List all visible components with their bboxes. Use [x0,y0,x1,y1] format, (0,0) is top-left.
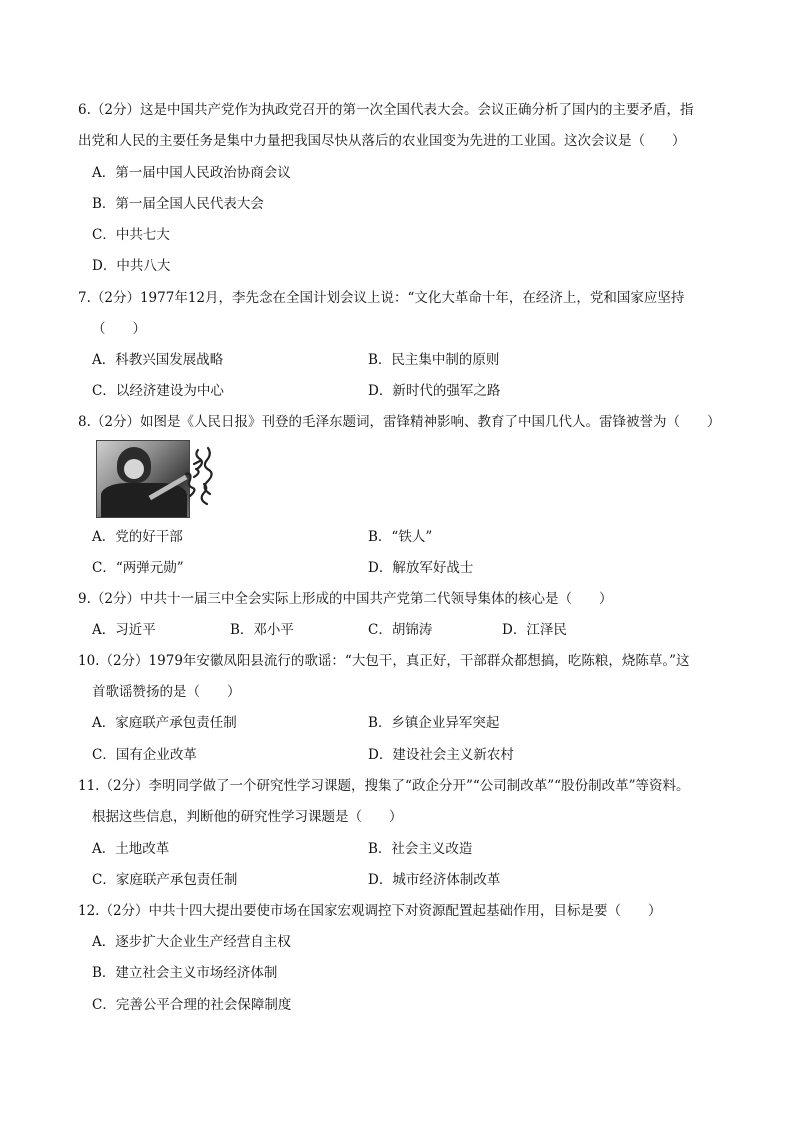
option-a[interactable]: A．党的好干部 [92,529,183,545]
option-a[interactable]: A．第一届中国人民政治协商会议 [92,165,291,181]
option-d[interactable]: D．建设社会主义新农村 [368,747,514,763]
option-b[interactable]: B．社会主义改造 [368,841,473,857]
question-8-stem-line-1: 8.（2分）如图是《人民日报》刊登的毛泽东题词，雷锋精神影响、教育了中国几代人。雷锋被誉为（ ） [78,414,721,430]
option-a[interactable]: A．土地改革 [92,841,170,857]
lei-feng-photo [96,440,190,518]
question-10-stem-line-2: 首歌谣赞扬的是（ ） [92,684,241,700]
option-b[interactable]: B．乡镇企业异军突起 [368,715,500,731]
option-d[interactable]: D．新时代的强军之路 [368,383,501,399]
question-12-stem-line-1: 12.（2分）中共十四大提出要使市场在国家宏观调控下对资源配置起基础作用，目标是要（ ） [78,903,662,919]
option-d[interactable]: D．中共八大 [92,258,171,274]
option-c[interactable]: C．完善公平合理的社会保障制度 [92,997,292,1013]
question-11-stem-line-2: 根据这些信息，判断他的研究性学习课题是（ ） [92,809,403,825]
question-7-stem-line-2: （ ） [92,321,146,337]
option-b[interactable]: B．第一届全国人民代表大会 [92,196,264,212]
option-c[interactable]: C．胡锦涛 [368,622,433,638]
option-d[interactable]: D．江泽民 [502,622,567,638]
option-c[interactable]: C．“两弹元勋” [92,560,184,576]
question-9-stem-line-1: 9.（2分）中共十一届三中全会实际上形成的中国共产党第二代领导集体的核心是（ ） [78,591,613,607]
option-c[interactable]: C．家庭联产承包责任制 [92,872,238,888]
mao-calligraphy-inscription [178,444,220,508]
question-10-stem-line-1: 10.（2分）1979年安徽凤阳县流行的歌谣：“大包干，真正好，干部群众都想搞，吃陈粮，烧陈草。”这 [78,653,690,669]
option-b[interactable]: B．邓小平 [230,622,294,638]
question-11-stem-line-1: 11.（2分）李明同学做了一个研究性学习课题，搜集了“政企分开”“公司制改革”“股份制改革”等资料。 [78,778,690,794]
question-6-stem-line-2: 出党和人民的主要任务是集中力量把我国尽快从落后的农业国变为先进的工业国。这次会议是（ ） [78,133,686,149]
question-6-stem-line-1: 6.（2分）这是中国共产党作为执政党召开的第一次全国代表大会。会议正确分析了国内的主要矛盾，指 [78,102,694,118]
option-a[interactable]: A．习近平 [92,622,156,638]
option-d[interactable]: D．解放军好战士 [368,560,474,576]
option-c[interactable]: C．中共七大 [92,227,170,243]
option-a[interactable]: A．逐步扩大企业生产经营自主权 [92,934,291,950]
option-b[interactable]: B．民主集中制的原则 [368,352,500,368]
question-7-stem-line-1: 7.（2分）1977年12月，李先念在全国计划会议上说：“文化大革命十年，在经济上，党和国家应坚持 [78,290,685,306]
option-b[interactable]: B．建立社会主义市场经济体制 [92,965,278,981]
option-a[interactable]: A．家庭联产承包责任制 [92,715,237,731]
option-c[interactable]: C．以经济建设为中心 [92,383,224,399]
option-c[interactable]: C．国有企业改革 [92,747,197,763]
option-d[interactable]: D．城市经济体制改革 [368,872,501,888]
option-a[interactable]: A．科教兴国发展战略 [92,352,224,368]
option-b[interactable]: B．“铁人” [368,529,433,545]
